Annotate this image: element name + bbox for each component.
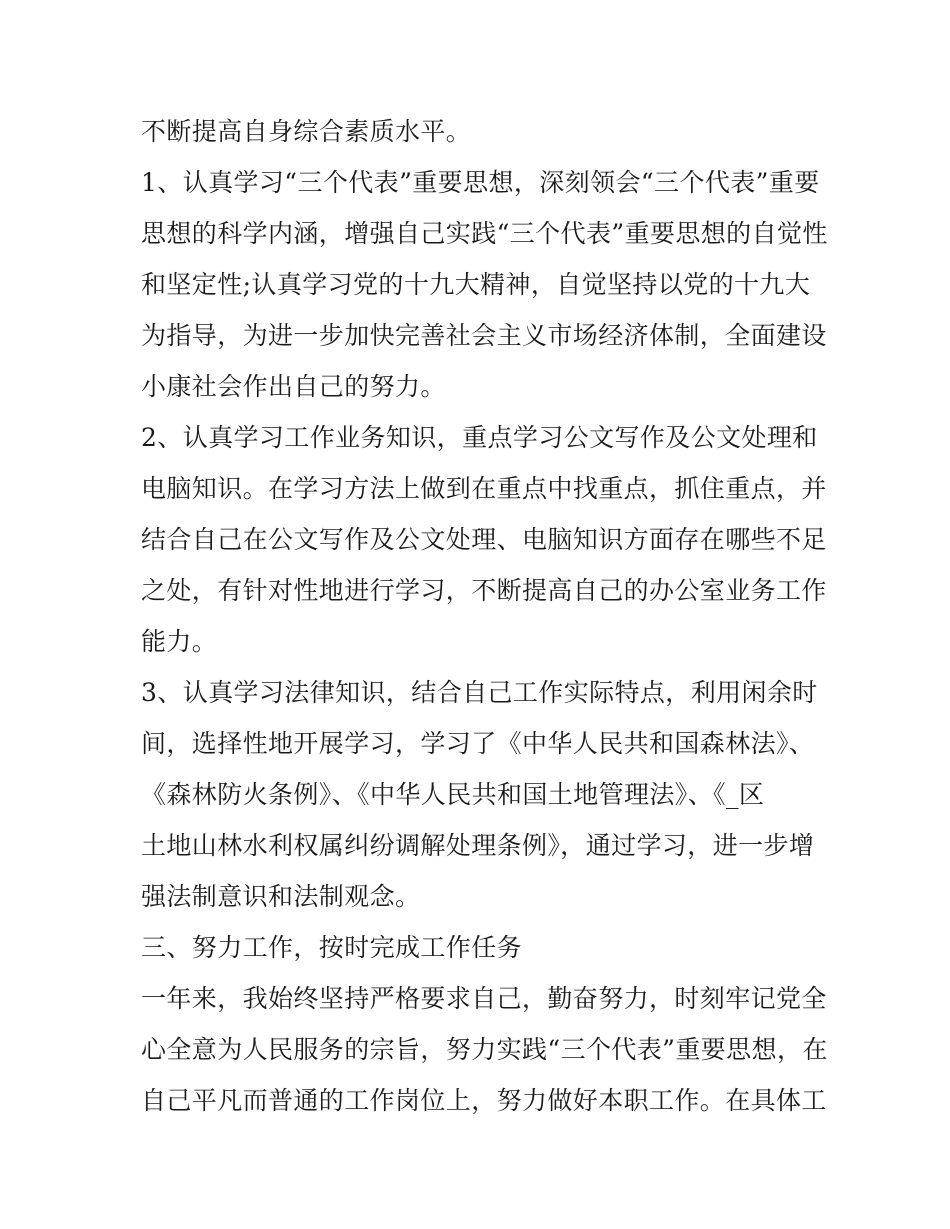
- text-line: 土地山林水利权属纠纷调解处理条例》，通过学习，进一步增: [141, 831, 815, 860]
- text-line: 不断提高自身综合素质水平。: [141, 117, 472, 146]
- text-line: 和坚定性;认真学习党的十九大精神，自觉坚持以党的十九大: [141, 270, 811, 299]
- text-line: 之处，有针对性地进行学习，不断提高自己的办公室业务工作: [141, 576, 827, 605]
- text-line: 电脑知识。在学习方法上做到在重点中找重点，抓住重点，并: [141, 474, 827, 503]
- text-line: 心全意为人民服务的宗旨，努力实践“三个代表”重要思想，在: [141, 1035, 828, 1064]
- text-line: 2、认真学习工作业务知识，重点学习公文写作及公文处理和: [141, 423, 818, 452]
- text-line: 间，选择性地开展学习，学习了《中华人民共和国森林法》、: [141, 729, 815, 758]
- section-heading: 三、努力工作，按时完成工作任务: [141, 933, 523, 962]
- text-line: 小康社会作出自己的努力。: [141, 372, 446, 401]
- text-line: 1、认真学习“三个代表”重要思想，深刻领会“三个代表”重要: [141, 168, 820, 197]
- text-line: 为指导，为进一步加快完善社会主义市场经济体制，全面建设: [141, 321, 827, 350]
- document-body: [141, 106, 828, 1126]
- text-line: 思想的科学内涵，增强自己实践“三个代表”重要思想的自觉性: [141, 219, 828, 248]
- text-line: 《森林防火条例》、《中华人民共和国土地管理法》、《_区: [141, 780, 765, 809]
- text-line: 强法制意识和法制观念。: [141, 882, 421, 911]
- text-line: 一年来，我始终坚持严格要求自己，勤奋努力，时刻牢记党全: [141, 984, 827, 1013]
- text-line: 能力。: [141, 627, 218, 656]
- text-line: 结合自己在公文写作及公文处理、电脑知识方面存在哪些不足: [141, 525, 827, 554]
- text-line: 自己平凡而普通的工作岗位上，努力做好本职工作。在具体工: [141, 1086, 827, 1115]
- text-line: 3、认真学习法律知识，结合自己工作实际特点，利用闲余时: [141, 678, 818, 707]
